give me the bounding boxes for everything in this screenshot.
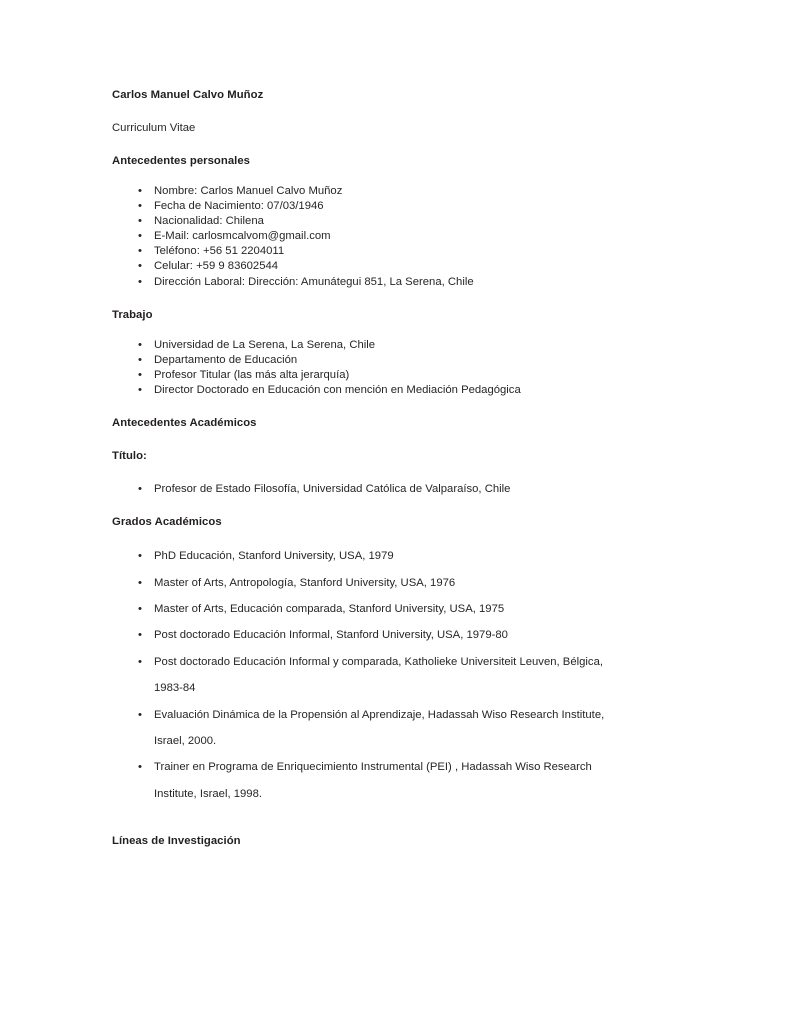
list-item: • Profesor Titular (las más alta jerarquía) (112, 368, 687, 383)
section-heading-antecedentes-academicos: Antecedentes Académicos (112, 417, 257, 430)
list-item: • Fecha de Nacimiento: 07/03/1946 (112, 199, 687, 214)
list-item (112, 596, 687, 622)
list-titulo (112, 482, 687, 497)
list-item-line: • PhD Educación, Stanford University, USA, 1979 (154, 550, 394, 563)
section-heading-antecedentes-personales: Antecedentes personales (112, 155, 251, 167)
list-trabajo (112, 338, 687, 398)
list-grados-academicos (112, 543, 687, 807)
spacer (112, 169, 687, 184)
list-antecedentes-personales (112, 184, 687, 290)
section-heading-grados-academicos: Grados Académicos (112, 516, 222, 529)
list-item (112, 649, 687, 702)
document-subtitle: Curriculum Vitae (112, 122, 196, 134)
spacer (112, 398, 687, 416)
section-heading-lineas-de-investigacion: Líneas de Investigación (112, 835, 241, 848)
list-item: • Director Doctorado en Educación con mención en Mediación Pedagógica (112, 383, 687, 398)
list-item: • Celular: +59 9 83602544 (112, 259, 687, 274)
list-item-line: Israel, 2000. (154, 734, 217, 747)
list-item-line: • Post doctorado Educación Informal, Stanford University, USA, 1979-80 (154, 629, 508, 642)
spacer (112, 530, 687, 543)
list-item-line: • Master of Arts, Antropología, Stanford University, USA, 1976 (154, 576, 456, 589)
list-item-line: • Trainer en Programa de Enriquecimiento Instrumental (PEI) , Hadassah Wiso Research (154, 761, 592, 774)
list-item: • Universidad de La Serena, La Serena, Chile (112, 338, 687, 353)
list-item: • Nombre: Carlos Manuel Calvo Muñoz (112, 184, 687, 199)
list-item (112, 570, 687, 596)
spacer (112, 497, 687, 515)
spacer (112, 431, 687, 449)
list-item (112, 702, 687, 755)
document-body (112, 88, 687, 849)
section-heading-titulo: Título: (112, 450, 147, 463)
list-item: • Profesor de Estado Filosofía, Universidad Católica de Valparaíso, Chile (112, 482, 687, 497)
spacer (112, 323, 687, 338)
spacer (112, 807, 687, 834)
list-item (112, 622, 687, 648)
spacer (112, 464, 687, 482)
section-heading-trabajo: Trabajo (112, 308, 153, 321)
list-item: • Departamento de Educación (112, 353, 687, 368)
list-item-line: • Post doctorado Educación Informal y comparada, Katholieke Universiteit Leuven, Bélgica, (154, 655, 603, 668)
list-item: • Teléfono: +56 51 2204011 (112, 244, 687, 259)
spacer (112, 290, 687, 308)
list-item-line: • Master of Arts, Educación comparada, Stanford University, USA, 1975 (154, 602, 505, 615)
list-item: • E-Mail: carlosmcalvom@gmail.com (112, 229, 687, 244)
list-item-line: • Evaluación Dinámica de la Propensión al Aprendizaje, Hadassah Wiso Research Institute, (154, 708, 605, 721)
list-item-line: Institute, Israel, 1998. (154, 787, 263, 800)
spacer (112, 136, 687, 154)
spacer (112, 103, 687, 121)
list-item-line: 1983-84 (154, 682, 196, 695)
list-item (112, 543, 687, 569)
page-title: Carlos Manuel Calvo Muñoz (112, 89, 264, 101)
list-item (112, 754, 687, 807)
list-item: • Nacionalidad: Chilena (112, 214, 687, 229)
list-item: • Dirección Laboral: Dirección: Amunátegui 851, La Serena, Chile (112, 275, 687, 290)
